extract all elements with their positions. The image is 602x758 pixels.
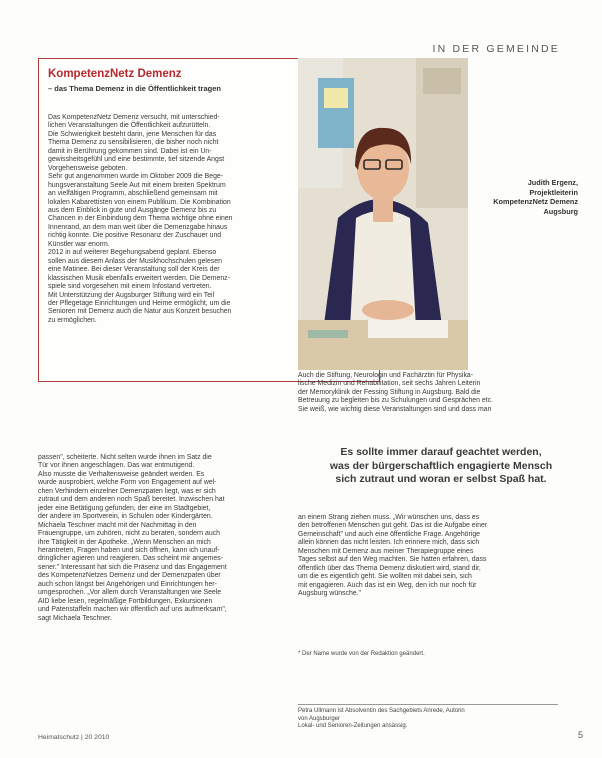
quote-line: was der bürgerschaftlich engagierte Mensch <box>329 459 553 472</box>
portrait-illustration <box>298 58 468 370</box>
box-line: an vielfältigen Programm, abschließend gemeinsam mit <box>48 190 218 198</box>
section-label: IN DER GEMEINDE <box>432 43 560 55</box>
box-line: Innenrand, an dem man weit über die Demenzgabe hinaus <box>48 223 228 231</box>
text-line: der Memoryklinik der Fessing Stiftung in Augsburg. Bald die <box>298 388 481 396</box>
box-line: Die Schwierigkeit besteht darin, jene Menschen für das <box>48 130 217 138</box>
box-line: damit in Berührung gekommen sind. Dabei ist ein Un- <box>48 147 212 155</box>
text-line: Auch die Stiftung, Neurologin und Fachärztin für Physika- <box>298 372 474 379</box>
text-line: Sie weiß, wie wichtig diese Veranstaltungen sind und dass man <box>298 405 492 413</box>
author-line: von Augsburger <box>298 715 341 722</box>
box-body <box>48 114 288 325</box>
quote-line: sich zutraut und woran er selbst Spaß hat. <box>335 473 547 485</box>
box-line: Mit Unterstützung der Augsburger Stiftung wird ein Teil <box>48 291 215 299</box>
box-line: der Pflegetage Einrichtungen und Heime ermöglicht, um die <box>48 299 231 307</box>
caption-line: Judith Ergenz, <box>527 178 578 187</box>
text-line: an einem Strang ziehen muss. „Wir wünschen uns, dass es <box>298 514 480 521</box>
text-line: dringlicher agieren und reagieren. Das scheint mir angemes- <box>38 555 223 563</box>
text-line: passen", scheiterte. Nicht selten wurde ihnen im Satz die <box>38 454 212 461</box>
text-line: Frauengruppe, um zuhören, nicht zu beraten, sondern auch <box>38 530 220 538</box>
author-note <box>298 704 558 731</box>
caption-line: KompetenzNetz Demenz <box>493 197 578 207</box>
footnote: * Der Name wurde von der Redaktion geändert. <box>298 651 425 657</box>
box-line: sollen aus diesem Anlass der Musikhochschulen gelesen <box>48 257 222 265</box>
box-subtitle: – das Thema Demenz in die Öffentlichkeit tragen <box>48 84 221 93</box>
box-line: eine Matinee. Bei dieser Veranstaltung soll der Kreis der <box>48 266 220 274</box>
box-line: aus dem Einblick in gute und Ausgänge Demenz bis zu <box>48 206 217 214</box>
box-line: Das KompetenzNetz Demenz versucht, mit unterschied- <box>48 114 220 121</box>
text-line: auch schon längst bei Angehörigen und Einrichtungen her- <box>38 580 217 588</box>
text-line: Tages selbst auf den Weg machten. Sie hatten erfahren, dass <box>298 556 487 564</box>
text-line: ihre Tätigkeit in der Apotheke. „Wenn Menschen an mich <box>38 538 211 546</box>
text-line: mit engagieren. Auch das ist ein Weg, den ich nur noch für <box>298 581 477 589</box>
text-line: des KompetenzNetzes Demenz und der Demenzpaten über <box>38 572 221 580</box>
author-line: Lokal- und Senioren-Zeitungen ansässig. <box>298 723 408 729</box>
box-title: KompetenzNetz Demenz <box>48 68 182 80</box>
footer-publication: Heimatschutz | 20 2010 <box>38 734 110 741</box>
box-line: lokalen Kabarettisten von einem Publikum. Die Kombination <box>48 198 231 206</box>
box-line: richtig konnte. Die positive Resonanz der Zuschauer und <box>48 232 222 240</box>
text-line: wurde ausprobiert, welche Form von Engagement auf wel- <box>38 479 217 487</box>
box-line: klassischen Musik ebenfalls erweitert werden. Die Demenz- <box>48 274 230 282</box>
text-line: Gemeinschaft" und auch eine öffentliche Frage. Angehörige <box>298 530 480 538</box>
box-line: Sehr gut angenommen wurde im Oktober 2009 die Bege- <box>48 173 224 181</box>
text-line: Menschen mit Demenz aus meiner Therapiegruppe eines <box>298 547 474 555</box>
box-line: hungsveranstaltung Seele Aut mit einem breiten Spektrum <box>48 181 226 189</box>
text-line: umgesprochen. „Vor allem durch Veranstaltungen wie Seele <box>38 589 222 597</box>
text-line: sener." Interessant hat sich die Präsenz und das Engagement <box>38 563 227 571</box>
text-line: zutraut und dem anderen noch Spaß bereitet. Inzwischen hat <box>38 496 225 504</box>
box-line: lichen Veranstaltungen die Öffentlichkeit aufzurütteln. <box>48 122 211 130</box>
text-line: sagt Michaela Teschner. <box>38 614 112 622</box>
text-line: öffentlich über das Thema Demenz diskutiert wird, stand dir, <box>298 564 481 572</box>
text-line: herantreten, Fragen haben und sich öffnen, kann ich unauf- <box>38 546 220 554</box>
text-line: Also musste die Verhaltensweise geändert werden. Es <box>38 470 205 478</box>
box-line: Senioren mit Demenz auch die Natur aus Konzert besuchen <box>48 308 232 316</box>
text-line: jeder eine Betätigung gefunden, der eine im Stadtgebiet, <box>38 504 211 512</box>
box-line: Künstler war enorm. <box>48 240 110 248</box>
author-line: Petra Ullmann ist Absolventin des Sachgebiets Anrede, Autorin <box>298 708 465 714</box>
portrait-photo <box>298 58 468 370</box>
text-line: Augsburg wünsche." <box>298 590 361 598</box>
text-line: um die es eigentlich geht. Sie wollten mit dabei sein, sich <box>298 573 472 581</box>
text-line: lische Medizin und Rehabilitation, seit sechs Jahren Leiterin <box>298 380 481 388</box>
text-line: der andere im Sportverein, in Schulen oder Kindergärten. <box>38 513 213 521</box>
pull-quote <box>296 446 586 487</box>
text-line: Tür vor ihnen angeschlagen. Das war entmutigend. <box>38 462 195 470</box>
right-column-bottom <box>298 514 588 599</box>
text-line: AID liebe lesen, regelmäßige Fortbildungen, Exkursionen <box>38 597 213 605</box>
box-line: Chancen in der Einbindung dem Thema wichtige ohne einen <box>48 215 233 223</box>
box-line: Thema Demenz zu sensibilisieren, die bisher noch nicht <box>48 139 219 147</box>
box-line: zu ermöglichen. <box>48 316 97 324</box>
box-line: 2012 in auf weiterer Begehungsabend geplant. Ebenso <box>48 249 217 257</box>
left-column-bottom <box>38 454 290 623</box>
text-line: chen Verhindern einzelner Demenzpaten liegt, was er sich <box>38 487 216 495</box>
box-line: spiele sind vorgesehen mit einem Infostand vertreten. <box>48 283 212 291</box>
text-line: Michaela Teschner macht mit der Nachmittag in den <box>38 521 197 529</box>
caption-line: Augsburg <box>543 206 578 216</box>
page-number: 5 <box>578 730 584 740</box>
photo-caption <box>458 178 578 216</box>
right-column-top <box>298 372 588 414</box>
box-line: Vorgehensweise geboten. <box>48 164 128 172</box>
text-line: den betroffenen Menschen gut geht. Das ist die Aufgabe einer <box>298 522 488 530</box>
text-line: und Patenstaffeln machen wir öffentlich auf uns aufmerksam", <box>38 606 227 614</box>
box-line: gewissheitsgefühl und eine bestimmte, tief sitzende Angst <box>48 156 225 164</box>
text-line: Betreuung zu begleiten bis zu Schulungen und Gesprächen etc. <box>298 397 493 405</box>
text-line: allein können das nicht leisten. Ich erinnere mich, dass sich <box>298 539 480 547</box>
caption-line: Projektleiterin <box>529 187 578 197</box>
quote-line: Es sollte immer darauf geachtet werden, <box>340 446 542 458</box>
